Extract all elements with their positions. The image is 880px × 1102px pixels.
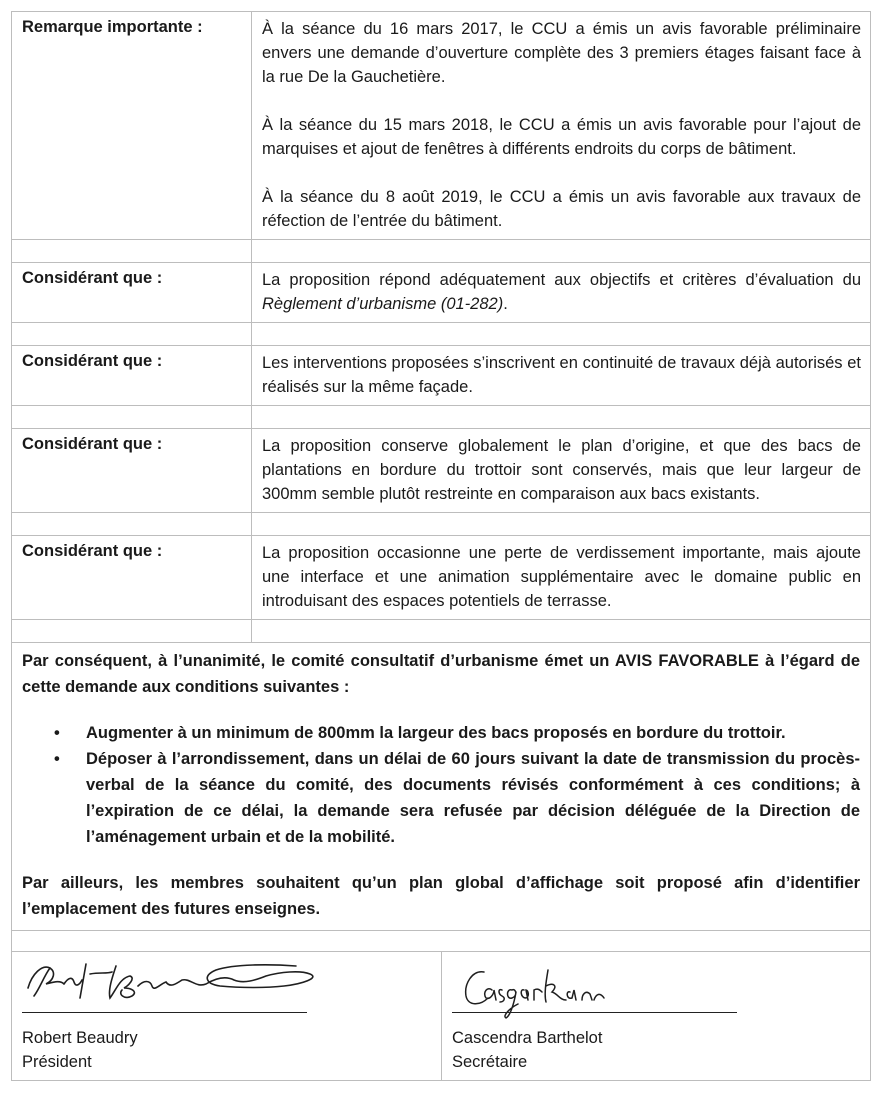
remarque-paragraph: À la séance du 8 août 2019, le CCU a émis un avis favorable aux travaux de réfection de l’entrée du bâtiment.: [262, 188, 861, 230]
bullet: •: [54, 750, 60, 768]
considerant-label: Considérant que :: [12, 346, 252, 406]
considerant-label: Considérant que :: [12, 429, 252, 513]
considerant-text: La proposition occasionne une perte de verdissement importante, mais ajoute une interface et une animation supplémentaire avec le domaine public en introduisant des espaces potentiels de terrasse.: [252, 536, 871, 620]
remarque-label: Remarque importante :: [12, 12, 252, 240]
condition-item: [54, 746, 860, 850]
considerant-label: Considérant que :: [12, 263, 252, 323]
review-table: [11, 11, 871, 1081]
remarque-row: [12, 12, 871, 240]
considerant-text: Les interventions proposées s’inscrivent en continuité de travaux déjà autorisés et réalisés sur la même façade.: [252, 346, 871, 406]
considerant-row: [12, 263, 871, 323]
signature-table: [12, 952, 870, 1080]
secretary-name-block: [452, 1026, 602, 1074]
spacer-row: [12, 620, 871, 643]
considerant-text-part: .: [503, 295, 508, 313]
considerant-row: [12, 346, 871, 406]
decision-closing: Par ailleurs, les membres souhaitent qu’un plan global d’affichage soit proposé afin d’identifier l’emplacement des futures enseignes.: [22, 874, 860, 918]
president-name-block: [22, 1026, 138, 1074]
signatory-name: Cascendra Barthelot: [452, 1029, 603, 1047]
considerant-label: Considérant que :: [12, 536, 252, 620]
secretary-signature-block: [442, 952, 871, 1080]
signatory-name: Robert Beaudry: [22, 1029, 138, 1047]
spacer-row: [12, 513, 871, 536]
decision-cell: [12, 643, 871, 931]
signatory-title: Président: [22, 1053, 92, 1071]
remarque-paragraph: À la séance du 16 mars 2017, le CCU a émis un avis favorable préliminaire envers une demande d’ouverture complète des 3 premiers étages faisant face à la rue De la Gauchetière.: [262, 20, 861, 86]
considerant-text-part: La proposition répond adéquatement aux objectifs et critères d’évaluation du: [262, 271, 861, 289]
signature-line: [452, 1012, 737, 1013]
signature-row: [12, 952, 871, 1081]
condition-item: [54, 720, 860, 746]
condition-text: Augmenter à un minimum de 800mm la largeur des bacs proposés en bordure du trottoir.: [86, 724, 786, 742]
spacer-row: [12, 323, 871, 346]
spacer-row: [12, 931, 871, 952]
conditions-list: [22, 720, 860, 850]
president-signature: [20, 954, 340, 1014]
decision-row: [12, 643, 871, 931]
spacer-row: [12, 240, 871, 263]
considerant-row: [12, 429, 871, 513]
signature-line: [22, 1012, 307, 1013]
remarque-text: [252, 12, 871, 240]
signatory-title: Secrétaire: [452, 1053, 528, 1071]
considerant-row: [12, 536, 871, 620]
document: [11, 11, 870, 1081]
considerant-text: La proposition conserve globalement le plan d’origine, et que des bacs de plantations en bordure du trottoir sont conservés, mais que leur largeur de 300mm semble plutôt restreinte en comparaison aux bacs existants.: [252, 429, 871, 513]
remarque-paragraph: À la séance du 15 mars 2018, le CCU a émis un avis favorable pour l’ajout de marquises et ajout de fenêtres à différents endroits du corps de bâtiment.: [262, 116, 861, 158]
decision-intro: Par conséquent, à l’unanimité, le comité consultatif d’urbanisme émet un AVIS FAVORABLE à l’égard de cette demande aux conditions suivantes :: [22, 652, 860, 696]
condition-text: Déposer à l’arrondissement, dans un délai de 60 jours suivant la date de transmission du procès-verbal de la séance du comité, des documents révisés conformément à ces conditions; à l’expiration de ce délai, la demande sera refusée par décision déléguée de la Direction de l’aménagement urbain et de la mobilité.: [86, 750, 860, 846]
bullet: •: [54, 724, 60, 742]
considerant-text: [252, 263, 871, 323]
spacer-row: [12, 406, 871, 429]
president-signature-block: [12, 952, 442, 1080]
reglement-reference: Règlement d’urbanisme (01-282): [262, 295, 504, 313]
